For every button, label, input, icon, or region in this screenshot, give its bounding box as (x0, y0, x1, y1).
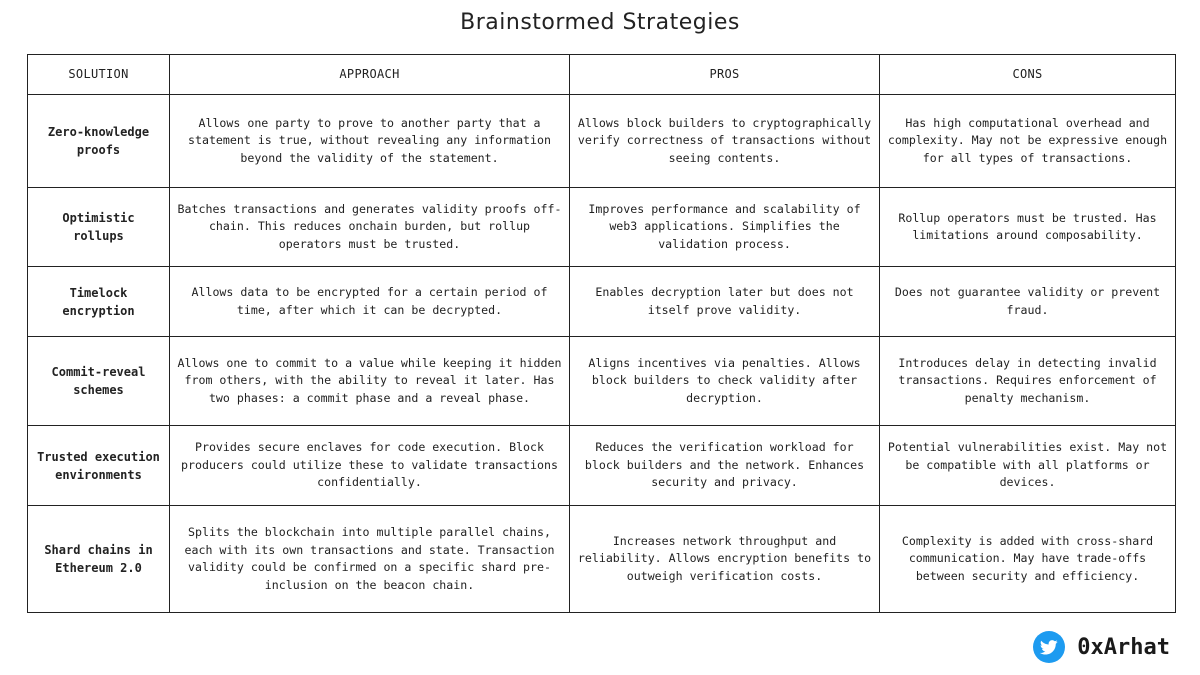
header-approach: APPROACH (170, 55, 570, 95)
solution-cell: Optimistic rollups (28, 188, 170, 267)
pros-cell: Allows block builders to cryptographically verify correctness of transactions without seeing contents. (570, 95, 880, 188)
header-cons: CONS (880, 55, 1176, 95)
pros-cell: Aligns incentives via penalties. Allows block builders to check validity after decryption. (570, 337, 880, 426)
handle-text: 0xArhat (1077, 634, 1170, 660)
twitter-bird-icon (1033, 631, 1065, 663)
approach-cell: Allows one party to prove to another party that a statement is true, without revealing any information beyond the validity of the statement. (170, 95, 570, 188)
cons-cell: Potential vulnerabilities exist. May not be compatible with all platforms or devices. (880, 426, 1176, 506)
table-row (28, 506, 1176, 613)
approach-cell: Splits the blockchain into multiple parallel chains, each with its own transactions and state. Transaction validity could be confirmed on a specific shard pre-inclusion on the beacon chain. (170, 506, 570, 613)
table-row (28, 188, 1176, 267)
approach-cell: Provides secure enclaves for code execution. Block producers could utilize these to validate transactions confidentially. (170, 426, 570, 506)
table-row (28, 426, 1176, 506)
pros-cell: Increases network throughput and reliability. Allows encryption benefits to outweigh verification costs. (570, 506, 880, 613)
cons-cell: Does not guarantee validity or prevent fraud. (880, 267, 1176, 337)
approach-cell: Batches transactions and generates validity proofs off-chain. This reduces onchain burden, but rollup operators must be trusted. (170, 188, 570, 267)
solution-cell: Zero-knowledge proofs (28, 95, 170, 188)
cons-cell: Complexity is added with cross-shard communication. May have trade-offs between security and efficiency. (880, 506, 1176, 613)
pros-cell: Enables decryption later but does not itself prove validity. (570, 267, 880, 337)
header-pros: PROS (570, 55, 880, 95)
strategies-table (27, 54, 1176, 613)
cons-cell: Has high computational overhead and complexity. May not be expressive enough for all types of transactions. (880, 95, 1176, 188)
cons-cell: Introduces delay in detecting invalid transactions. Requires enforcement of penalty mechanism. (880, 337, 1176, 426)
cons-cell: Rollup operators must be trusted. Has limitations around composability. (880, 188, 1176, 267)
pros-cell: Improves performance and scalability of web3 applications. Simplifies the validation process. (570, 188, 880, 267)
header-solution: SOLUTION (28, 55, 170, 95)
pros-cell: Reduces the verification workload for block builders and the network. Enhances security and privacy. (570, 426, 880, 506)
solution-cell: Timelock encryption (28, 267, 170, 337)
table-header-row (28, 55, 1176, 95)
table-row (28, 267, 1176, 337)
approach-cell: Allows data to be encrypted for a certain period of time, after which it can be decrypted. (170, 267, 570, 337)
approach-cell: Allows one to commit to a value while keeping it hidden from others, with the ability to reveal it later. Has two phases: a commit phase and a reveal phase. (170, 337, 570, 426)
table-row (28, 95, 1176, 188)
solution-cell: Shard chains in Ethereum 2.0 (28, 506, 170, 613)
table-row (28, 337, 1176, 426)
author-handle[interactable] (1033, 630, 1170, 664)
page-title: Brainstormed Strategies (460, 10, 740, 35)
solution-cell: Trusted execution environments (28, 426, 170, 506)
solution-cell: Commit-reveal schemes (28, 337, 170, 426)
